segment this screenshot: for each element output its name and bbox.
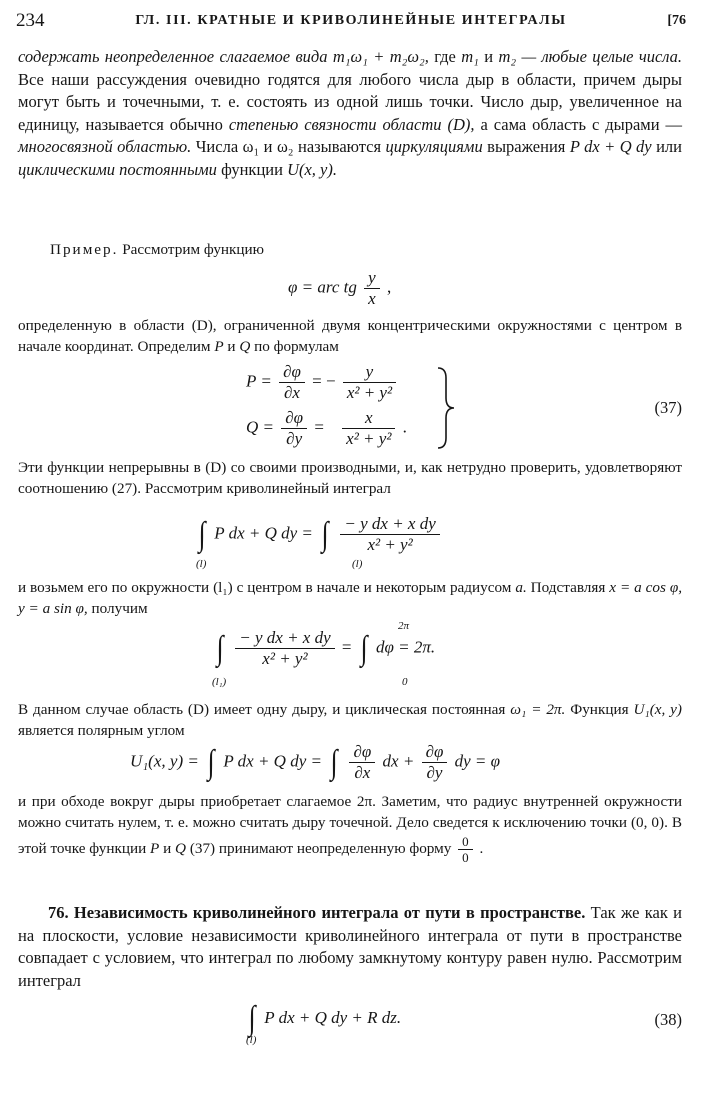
formula-inline: U(x, y). [287, 159, 337, 179]
eq-lhs: U₁(x, y) = [130, 751, 199, 771]
formula-inline: P dx + Q dy [569, 137, 652, 156]
fraction [343, 362, 396, 403]
section-heading: 76. Независимость криволинейного интеграла от пути в пространстве. [48, 903, 586, 922]
text-italic: содержать неопределенное слагаемое вида [18, 47, 328, 66]
text: а сама область с дырами — [480, 114, 683, 134]
formula-inline: m₁ [461, 47, 479, 66]
term-italic: циклическими постоянными [18, 159, 217, 179]
fraction [349, 742, 375, 783]
text: получим [91, 599, 148, 617]
text: Рассмотрим функцию [122, 241, 265, 258]
equation-phi [288, 268, 391, 309]
paragraph-point-hole [18, 792, 682, 865]
formula-inline: m₁ω₁ + m₂ω₂, [332, 47, 429, 66]
page-number: 234 [16, 10, 45, 31]
eq-lhs: Q = [246, 417, 274, 437]
formula-inline: x = a cos φ, y = a sin φ, [18, 579, 683, 617]
text: В данном случае область (D) имеет одну дыру, и циклическая постоянная [18, 701, 506, 718]
integrand: dy = φ [454, 751, 501, 771]
equation-integral-1 [194, 514, 443, 574]
numerator: ∂φ [422, 742, 448, 763]
equation-37-p [246, 362, 399, 403]
integral-subscript: (l) [196, 558, 207, 570]
numerator: y [343, 362, 396, 383]
symbol: Q [239, 337, 251, 355]
integral-sign: ∫ [207, 743, 215, 781]
text: и [484, 47, 494, 66]
denominator: x [368, 289, 376, 308]
paragraph-continuity [18, 458, 682, 500]
example-intro [50, 240, 670, 261]
equation-integral-2 [212, 620, 436, 692]
fraction [281, 408, 307, 449]
integrand: dφ = 2π. [375, 637, 436, 657]
equation-number: (38) [654, 1010, 682, 1029]
denominator: 0 [462, 849, 469, 865]
section-76 [18, 902, 682, 992]
text: Все наши рассуждения очевидно годятся для любого числа дыр в области, причем дыры могут быть и точечными, т. е. состоять из одной лишь точки. Число дыр, увеличенное на единицу, называется обычно [18, 69, 682, 134]
integral-subscript: (l) [352, 558, 363, 570]
text: является полярным углом [18, 721, 185, 739]
denominator: ∂y [286, 429, 303, 448]
fraction [340, 514, 439, 555]
symbol: a. [515, 579, 527, 596]
integrand: P dx + Q dy + R dz. [264, 1007, 402, 1027]
denominator: ∂x [354, 763, 371, 782]
term-italic: многосвязной областью. [18, 137, 192, 156]
denominator: ∂x [283, 383, 300, 402]
running-header [16, 10, 686, 36]
running-title: ГЛ. III. КРАТНЫЕ И КРИВОЛИНЕЙНЫЕ ИНТЕГРАЛЫ [135, 13, 567, 28]
text: Функция [570, 701, 629, 718]
equation-u1 [130, 742, 500, 783]
eq-lhs: P = [246, 371, 272, 391]
integral-sign: ∫ [248, 1000, 256, 1037]
denominator: x² + y² [346, 429, 392, 448]
text: Подставляя [530, 579, 606, 596]
text: по формулам [254, 337, 339, 355]
fraction [458, 834, 473, 865]
punct: . [479, 839, 484, 857]
integral-subscript: (l₁) [212, 676, 227, 688]
text: и при обходе вокруг дыры приобретает слагаемое 2π. Заметим, что радиус внутренней окружности можно считать нулем, т. е. можно считать дыру точечной. Дело сведется к исключению точки (0, 0). В этой точке функции [18, 793, 682, 857]
paragraph-one-hole [18, 700, 682, 742]
numerator: y [364, 268, 380, 289]
denominator: x² + y² [346, 383, 393, 402]
symbol: P [214, 337, 224, 355]
integral-sign: ∫ [216, 629, 224, 667]
integrand: P dx + Q dy = [214, 523, 313, 543]
integral-sign: ∫ [321, 515, 329, 553]
text: Так же как и на плоскости, условие независимости криволинейного интеграла от пути в пространстве совпадает с условием, что интеграл по любому замкнутому контуру равен нулю. Рассмотрим интеграл [18, 903, 683, 990]
fraction [279, 362, 305, 403]
denominator: x² + y² [262, 649, 308, 668]
right-brace-icon [434, 366, 458, 450]
paragraph-circle [18, 578, 682, 620]
numerator: ∂φ [349, 742, 375, 763]
operator: = − [312, 371, 336, 391]
paragraph-definition [18, 316, 682, 358]
fraction [235, 628, 334, 669]
operator: = [314, 417, 324, 437]
symbol: P [150, 839, 160, 857]
numerator: x [342, 408, 395, 429]
punct: . [402, 417, 407, 437]
numerator: 0 [458, 834, 473, 850]
numerator: − y dx + x dy [235, 628, 334, 649]
integrand: dx + [382, 751, 415, 771]
term-italic: циркуляциями [385, 137, 483, 156]
equation-37-q [246, 408, 407, 449]
text: и [227, 337, 236, 355]
equation-number: (37) [654, 398, 682, 417]
fraction [364, 268, 380, 309]
integral-sign: ∫ [330, 743, 338, 781]
integral-lower-limit: 0 [402, 676, 408, 688]
denominator: ∂y [426, 763, 443, 782]
denominator: x² + y² [367, 535, 413, 554]
text: или [656, 137, 682, 156]
operator: = [341, 637, 352, 657]
text: выражения [487, 137, 566, 156]
eq-lhs: φ = arc tg [288, 277, 357, 297]
symbol: Q [175, 839, 187, 857]
fraction [422, 742, 448, 783]
formula-inline: ω₁ = 2π. [510, 701, 566, 718]
punct: , [386, 277, 392, 297]
text: Числа ω₁ и ω₂ называются [195, 137, 382, 156]
integral-upper-limit: 2π [398, 620, 410, 632]
section-marker: [76 [667, 13, 686, 28]
text: функции [221, 159, 283, 179]
text: где [434, 47, 456, 66]
integral-sign: ∫ [198, 515, 206, 553]
text-italic: m₂ — любые целые числа. [498, 47, 683, 66]
text: и [163, 839, 172, 857]
numerator: ∂φ [279, 362, 305, 383]
text: определенную в области (D), ограниченной двумя концентрическими окружностями с центром в начале координат. Определим [18, 317, 682, 355]
integrand: P dx + Q dy = [223, 751, 322, 771]
numerator: ∂φ [281, 408, 307, 429]
equation-38 [244, 1000, 402, 1048]
numerator: − y dx + x dy [340, 514, 439, 535]
integral-subscript: (l) [246, 1034, 257, 1046]
example-label: Пример. [50, 241, 119, 258]
integral-sign: ∫ [360, 629, 368, 667]
text: и возьмем его по окружности (l₁) с центром в начале и некоторым радиусом [18, 579, 512, 596]
paragraph-holes [18, 46, 682, 181]
text: Эти функции непрерывны в (D) со своими производными, и, как нетрудно проверить, удовлетворяют соотношению (27). Рассмотрим криволинейный интеграл [18, 459, 682, 497]
term-italic: степенью связности области (D), [228, 114, 475, 134]
text: (37) принимают неопределенную форму [189, 839, 452, 857]
formula-inline: U₁(x, y) [633, 701, 682, 718]
fraction [342, 408, 395, 449]
